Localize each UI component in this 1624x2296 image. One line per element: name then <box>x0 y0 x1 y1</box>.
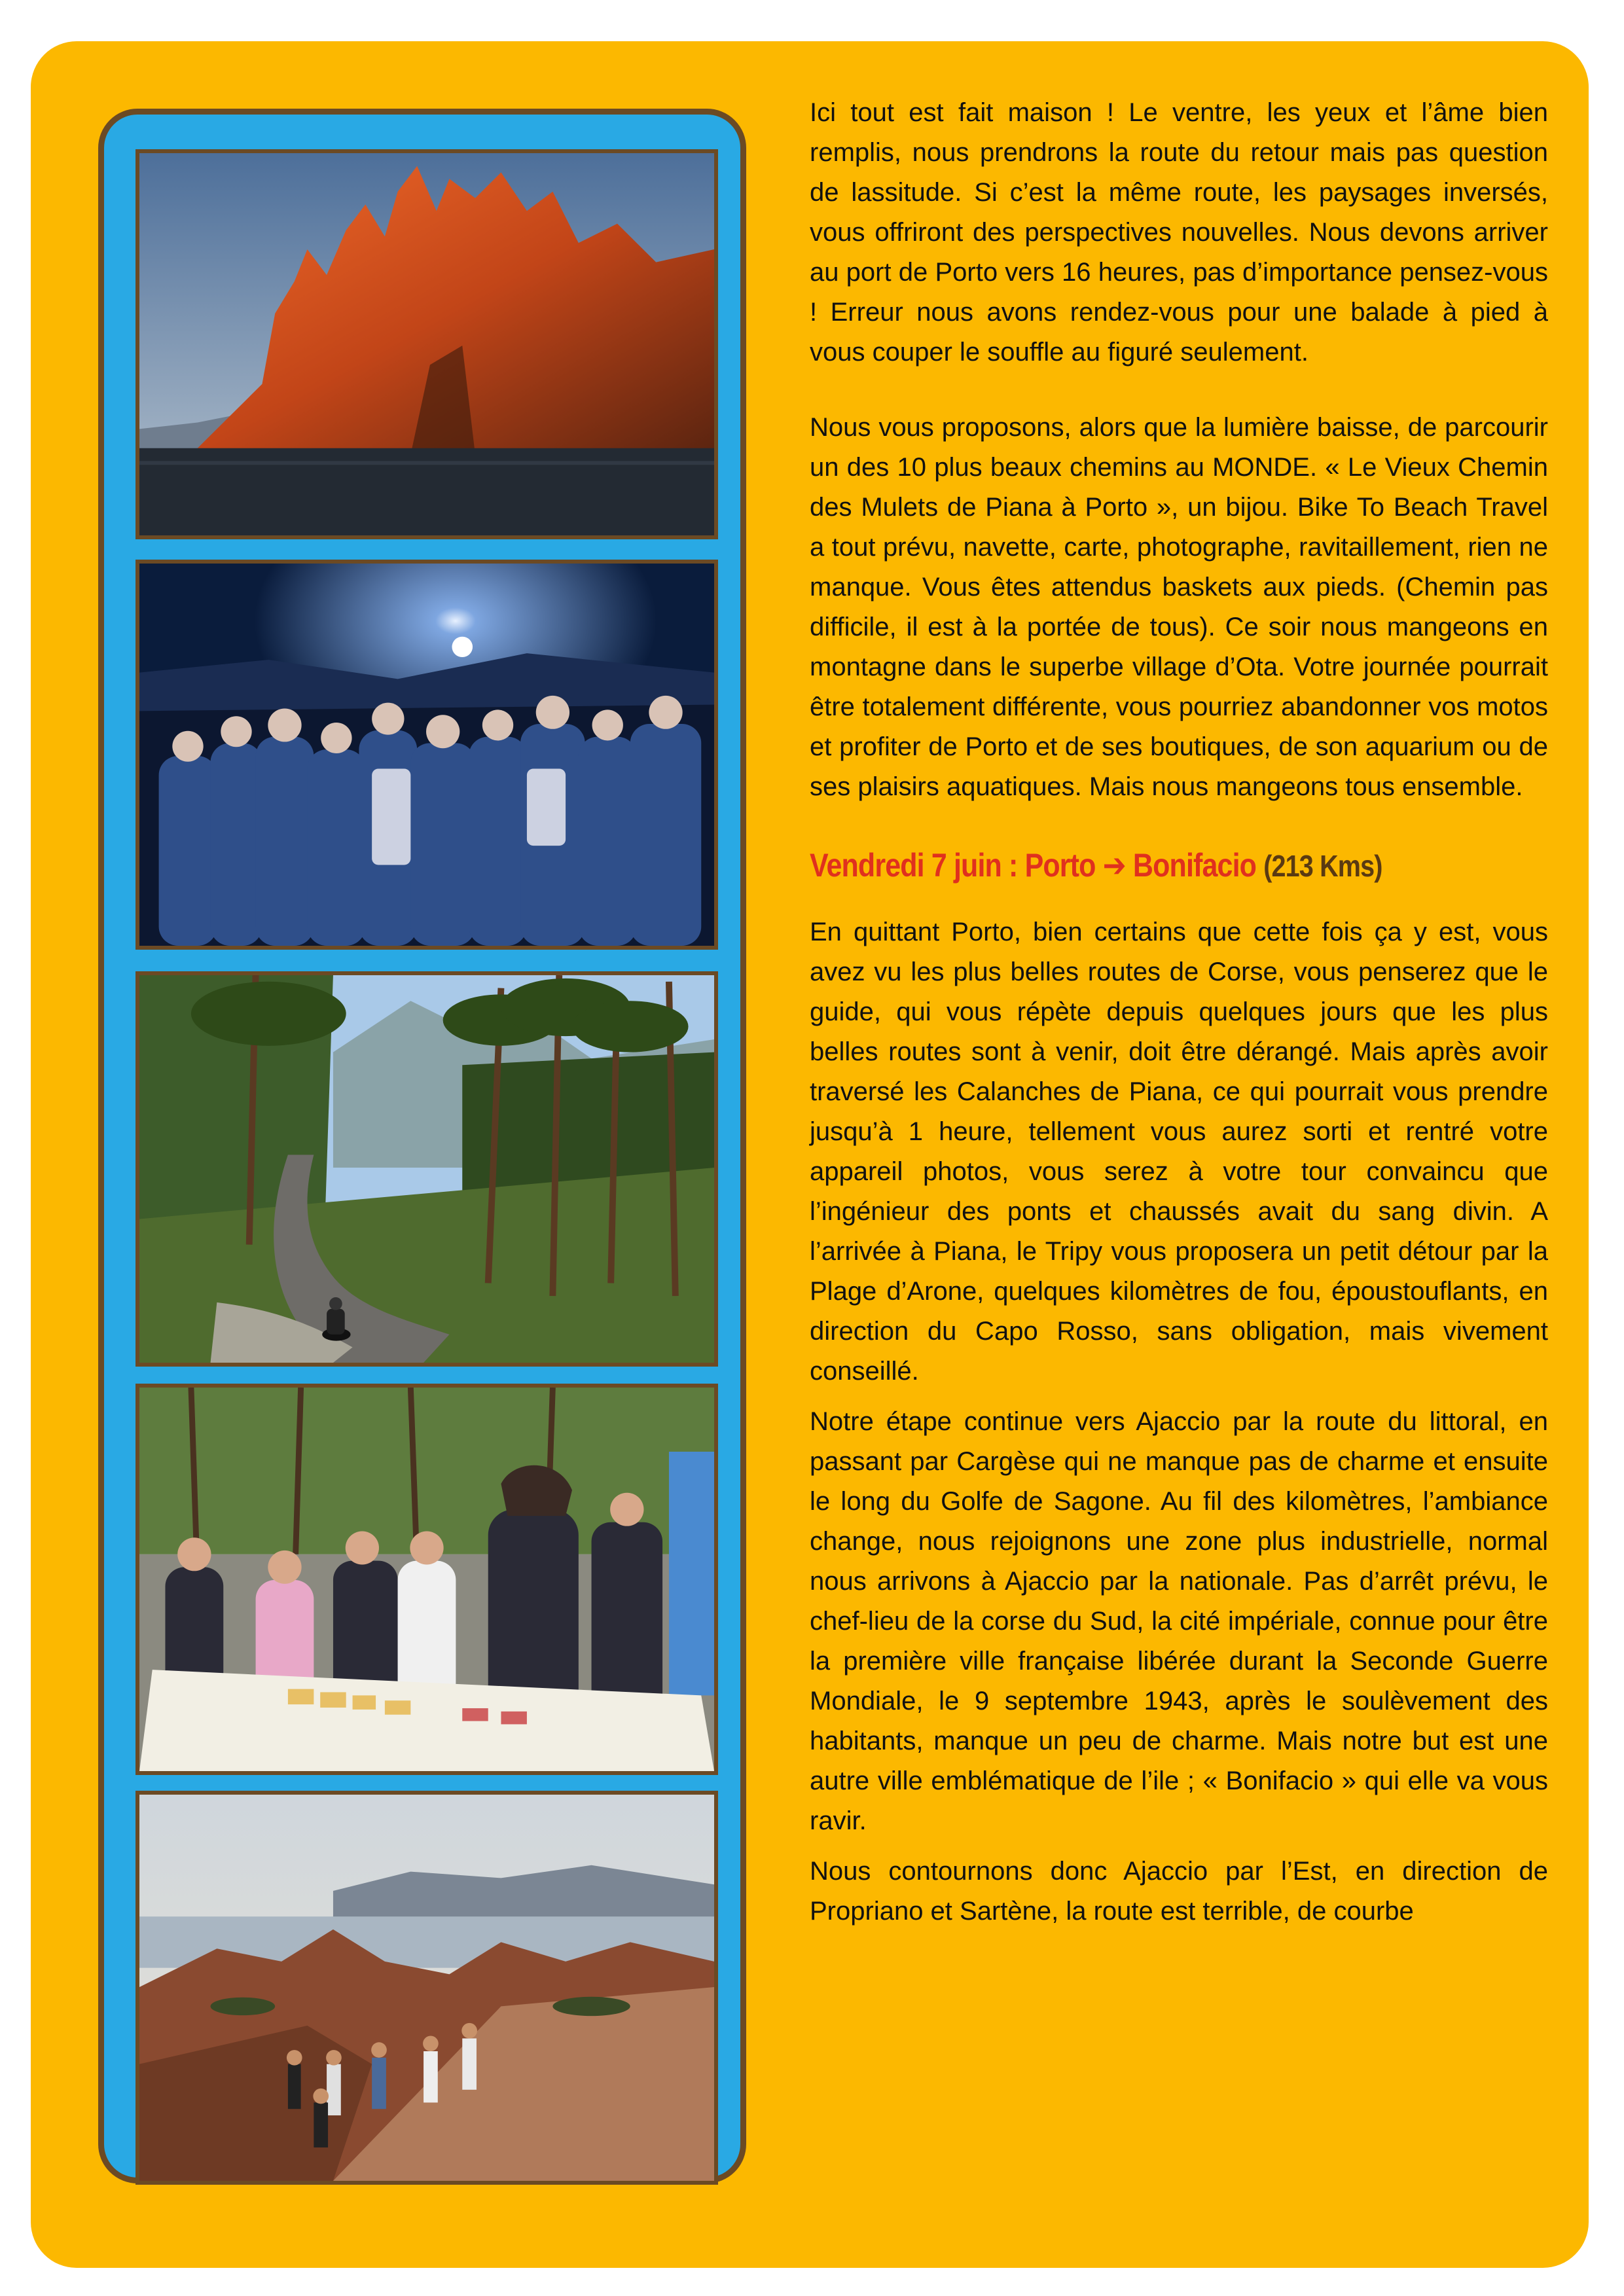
photo-forest-road <box>135 971 718 1367</box>
paragraph-friday-2: Notre étape continue vers Ajaccio par la route du littoral, en passant par Cargèse qui ne manque pas de charme et ensuite le long du Golfe de Sagone. Au fil des kilomètres, l’ambiance change, nous rejoignons une zone plus industrielle, normal nous arrivons à Ajaccio par la nationale. Pas d’arrêt prévu, le chef-lieu de la corse du Sud, la cité impériale, connue pour être la première ville française libérée durant la Seconde Guerre Mondiale, le 9 septembre 1943, après le soulèvement des habitants, manque un peu de charme. Mais notre but est une autre ville emblématique de l’ile ; « Bonifacio » qui elle va vous ravir. <box>810 1407 1548 1835</box>
photo-picnic <box>135 1384 718 1775</box>
paragraph-friday-1: En quittant Porto, bien certains que cette fois ça y est, vous avez vu les plus belles routes de Corse, vous penserez que le guide, qui vous répète depuis quelques jours que les plus belles routes sont à venir, doit être dérangé. Mais après avoir traversé les Calanches de Piana, ce qui pourrait vous prendre jusqu’à 1 heure, tellement vous aurez sorti et rentré votre appareil photos, vous serez à votre tour convaincu que l’ingénieur des ponts et chaussés avait du sang divin. A l’arrivée à Piana, le Tripy vous proposera un petit détour par la Plage d’Arone, quelques kilomètres de fou, époustouflants, en direction du Capo Rosso, sans obligation, mais vivement conseillé. <box>810 918 1548 1386</box>
paragraph-intro-1: Ici tout est fait maison ! Le ventre, les yeux et l’âme bien remplis, nous prendrons la route du retour mais pas question de lassitude. Si c’est la même route, les paysages inversés, vous offriront des perspectives nouvelles. Nous devons arriver au port de Porto vers 16 heures, pas d’importance pensez-vous ! Erreur nous avons rendez-vous pour une balade à pied à vous couper le souffle au figuré seulement. <box>810 98 1548 367</box>
heading-destination: Bonifacio <box>1132 847 1257 884</box>
paragraph-friday-3: Nous contournons donc Ajaccio par l’Est, en direction de Propriano et Sartène, la route est terrible, de courbe <box>810 1857 1548 1926</box>
heading-distance: (213 Kms) <box>1263 849 1382 883</box>
heading-day: Vendredi 7 juin : Porto <box>810 847 1096 884</box>
photo-night-group <box>135 560 718 950</box>
section-heading-friday <box>810 842 1445 889</box>
arrow-right-icon: ➔ <box>1102 847 1126 884</box>
paragraph-intro-2: Nous vous proposons, alors que la lumière baisse, de parcourir un des 10 plus beaux chemins au MONDE. « Le Vieux Chemin des Mulets de Piana à Porto », un bijou. Bike To Beach Travel a tout prévu, navette, carte, photographe, ravitaillement, rien ne manque. Vous êtes attendus baskets aux pieds. (Chemin pas difficile, il est à la portée de tous). Ce soir nous mangeons en montagne dans le superbe village d’Ota. Votre journée pourrait être totalement différente, vous pourriez abandonner vos motos et profiter de Porto et de ses boutiques, de son aquarium ou de ses plaisirs aquatiques. Mais nous mangeons tous ensemble. <box>810 413 1548 801</box>
text-column <box>810 93 1548 1942</box>
photo-red-cliffs <box>135 149 718 539</box>
photo-coastal-hike <box>135 1791 718 2185</box>
